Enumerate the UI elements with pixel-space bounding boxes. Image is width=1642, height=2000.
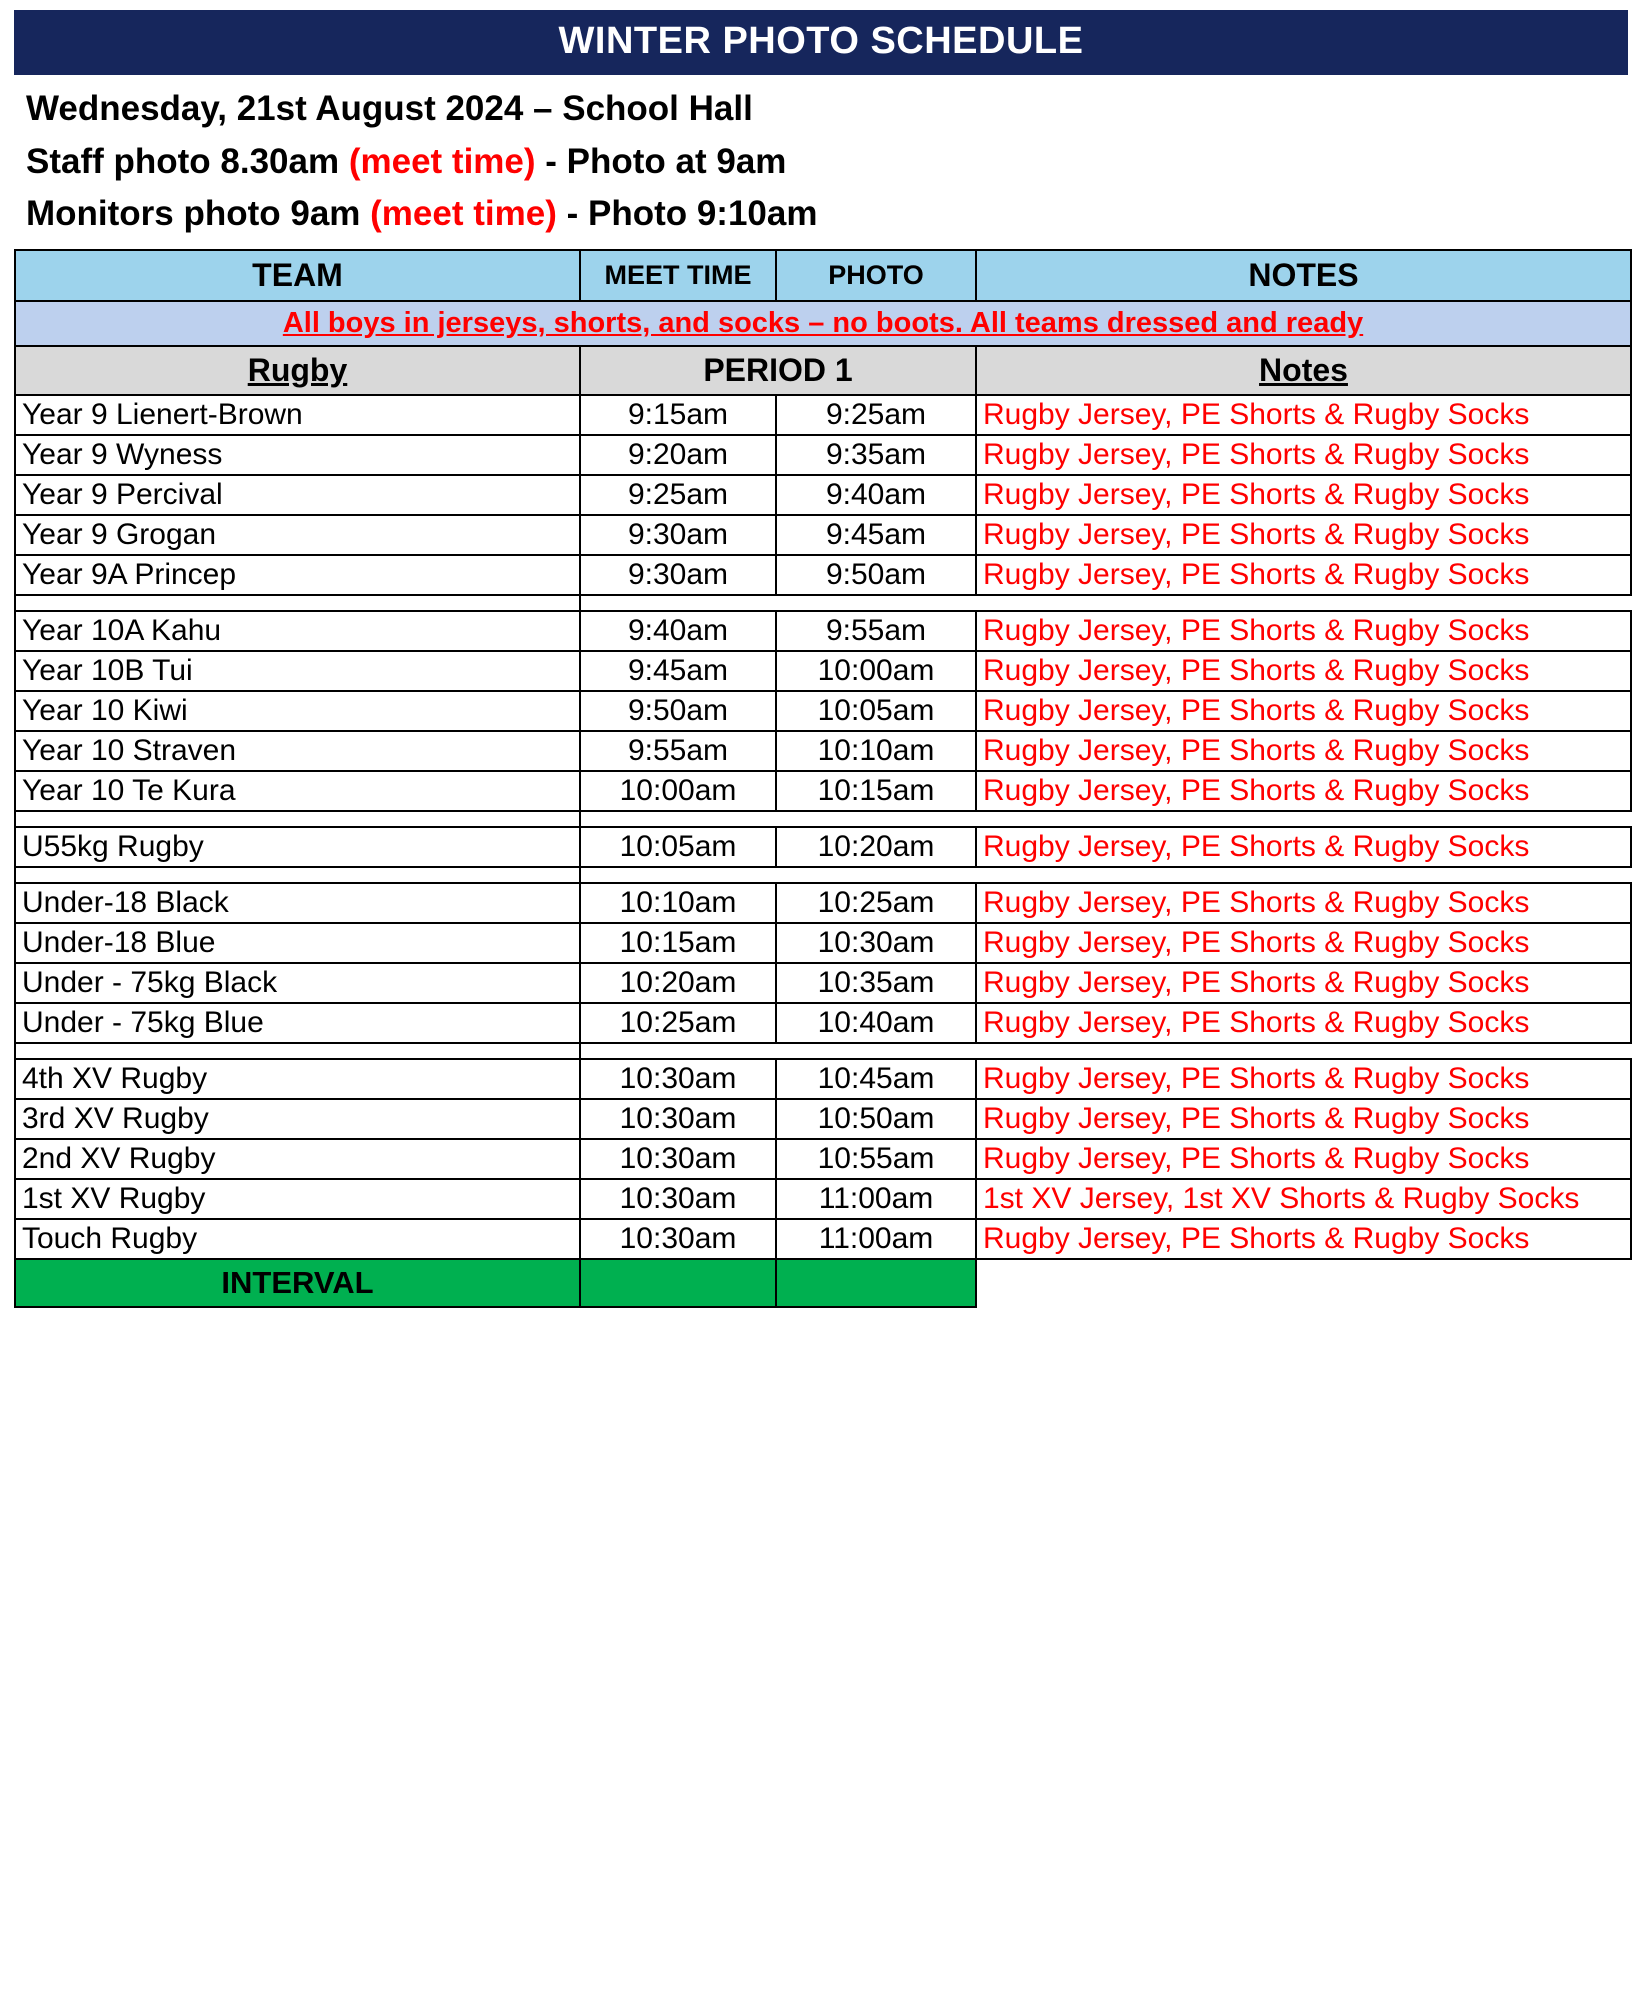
cell-notes: Rugby Jersey, PE Shorts & Rugby Socks — [976, 1003, 1631, 1043]
cell-photo-time: 9:50am — [776, 555, 976, 595]
cell-meet-time: 10:25am — [580, 1003, 776, 1043]
header-line-monitors — [26, 188, 1628, 241]
cell-notes: Rugby Jersey, PE Shorts & Rugby Socks — [976, 435, 1631, 475]
cell-team: Year 10B Tui — [15, 651, 580, 691]
cell-photo-time: 10:55am — [776, 1139, 976, 1179]
staff-photo-time: - Photo at 9am — [535, 141, 787, 181]
interval-photo-cell — [776, 1259, 976, 1307]
cell-photo-time: 11:00am — [776, 1219, 976, 1259]
cell-meet-time: 9:30am — [580, 515, 776, 555]
cell-notes: Rugby Jersey, PE Shorts & Rugby Socks — [976, 1059, 1631, 1099]
table-row — [15, 827, 1631, 867]
section-sport-label: Rugby — [15, 346, 580, 395]
table-row — [15, 651, 1631, 691]
cell-photo-time: 10:25am — [776, 883, 976, 923]
cell-team: Under-18 Blue — [15, 923, 580, 963]
group-spacer-cell — [580, 811, 1631, 827]
cell-meet-time: 9:40am — [580, 611, 776, 651]
cell-notes: Rugby Jersey, PE Shorts & Rugby Socks — [976, 1219, 1631, 1259]
cell-team: 4th XV Rugby — [15, 1059, 580, 1099]
table-row — [15, 1059, 1631, 1099]
group-spacer-cell — [15, 1043, 580, 1059]
cell-notes: Rugby Jersey, PE Shorts & Rugby Socks — [976, 1139, 1631, 1179]
cell-notes: Rugby Jersey, PE Shorts & Rugby Socks — [976, 395, 1631, 435]
staff-meet-time-note: (meet time) — [348, 141, 536, 181]
cell-meet-time: 10:05am — [580, 827, 776, 867]
cell-notes: Rugby Jersey, PE Shorts & Rugby Socks — [976, 1099, 1631, 1139]
table-row — [15, 395, 1631, 435]
cell-team: Year 9 Wyness — [15, 435, 580, 475]
table-row — [15, 923, 1631, 963]
cell-photo-time: 9:35am — [776, 435, 976, 475]
section-period-label: PERIOD 1 — [580, 346, 976, 395]
interval-meet-cell — [580, 1259, 776, 1307]
section-header-row — [15, 346, 1631, 395]
cell-team: Under - 75kg Blue — [15, 1003, 580, 1043]
monitors-photo-time: - Photo 9:10am — [556, 194, 818, 233]
cell-photo-time: 10:10am — [776, 731, 976, 771]
monitors-meet-time-note: (meet time) — [370, 194, 557, 233]
group-spacer-cell — [580, 595, 1631, 611]
group-spacer — [15, 867, 1631, 883]
table-row — [15, 731, 1631, 771]
cell-meet-time: 10:10am — [580, 883, 776, 923]
column-header-notes: NOTES — [976, 250, 1631, 301]
dress-code-banner-text: All boys in jerseys, shorts, and socks – no boots. All teams dressed and ready — [15, 301, 1631, 346]
header-block — [14, 79, 1628, 247]
column-header-meet-time: MEET TIME — [580, 250, 776, 301]
cell-meet-time: 10:30am — [580, 1139, 776, 1179]
cell-team: Year 9A Princep — [15, 555, 580, 595]
cell-notes: Rugby Jersey, PE Shorts & Rugby Socks — [976, 651, 1631, 691]
cell-team: Year 10 Kiwi — [15, 691, 580, 731]
cell-team: 1st XV Rugby — [15, 1179, 580, 1219]
cell-photo-time: 10:45am — [776, 1059, 976, 1099]
group-spacer-cell — [580, 867, 1631, 883]
cell-team: 3rd XV Rugby — [15, 1099, 580, 1139]
table-row — [15, 1003, 1631, 1043]
cell-photo-time: 10:30am — [776, 923, 976, 963]
dress-code-banner-row — [15, 301, 1631, 346]
table-header-row — [15, 250, 1631, 301]
cell-team: Year 9 Percival — [15, 475, 580, 515]
table-row — [15, 435, 1631, 475]
cell-photo-time: 10:40am — [776, 1003, 976, 1043]
column-header-team: TEAM — [15, 250, 580, 301]
table-row — [15, 1179, 1631, 1219]
cell-meet-time: 10:00am — [580, 771, 776, 811]
header-line-staff — [26, 136, 1628, 189]
table-row — [15, 475, 1631, 515]
cell-team: Year 10 Straven — [15, 731, 580, 771]
table-row — [15, 963, 1631, 1003]
group-spacer — [15, 1043, 1631, 1059]
cell-notes: Rugby Jersey, PE Shorts & Rugby Socks — [976, 883, 1631, 923]
section-notes-label: Notes — [976, 346, 1631, 395]
monitors-photo-text: Monitors photo 9am — [26, 194, 371, 233]
cell-meet-time: 10:20am — [580, 963, 776, 1003]
cell-meet-time: 9:45am — [580, 651, 776, 691]
interval-notes-cell — [976, 1259, 1631, 1307]
group-spacer-cell — [15, 867, 580, 883]
cell-notes: Rugby Jersey, PE Shorts & Rugby Socks — [976, 731, 1631, 771]
cell-notes: Rugby Jersey, PE Shorts & Rugby Socks — [976, 691, 1631, 731]
cell-team: Year 10 Te Kura — [15, 771, 580, 811]
group-spacer-cell — [15, 811, 580, 827]
schedule-table — [14, 249, 1632, 1308]
cell-photo-time: 10:20am — [776, 827, 976, 867]
cell-notes: Rugby Jersey, PE Shorts & Rugby Socks — [976, 963, 1631, 1003]
cell-team: Year 9 Lienert-Brown — [15, 395, 580, 435]
interval-label: INTERVAL — [15, 1259, 580, 1307]
cell-meet-time: 9:50am — [580, 691, 776, 731]
table-row — [15, 555, 1631, 595]
header-line-date: Wednesday, 21st August 2024 – School Hall — [26, 89, 753, 128]
cell-notes: Rugby Jersey, PE Shorts & Rugby Socks — [976, 515, 1631, 555]
cell-notes: Rugby Jersey, PE Shorts & Rugby Socks — [976, 475, 1631, 515]
cell-notes: Rugby Jersey, PE Shorts & Rugby Socks — [976, 827, 1631, 867]
table-row — [15, 611, 1631, 651]
cell-team: 2nd XV Rugby — [15, 1139, 580, 1179]
page-title: WINTER PHOTO SCHEDULE — [14, 10, 1628, 75]
table-row — [15, 1219, 1631, 1259]
table-row — [15, 691, 1631, 731]
table-row — [15, 1099, 1631, 1139]
cell-notes: Rugby Jersey, PE Shorts & Rugby Socks — [976, 771, 1631, 811]
cell-team: Touch Rugby — [15, 1219, 580, 1259]
cell-team: Year 10A Kahu — [15, 611, 580, 651]
cell-team: U55kg Rugby — [15, 827, 580, 867]
table-row — [15, 1139, 1631, 1179]
cell-notes: Rugby Jersey, PE Shorts & Rugby Socks — [976, 923, 1631, 963]
cell-meet-time: 9:20am — [580, 435, 776, 475]
cell-team: Year 9 Grogan — [15, 515, 580, 555]
cell-photo-time: 9:40am — [776, 475, 976, 515]
cell-photo-time: 9:45am — [776, 515, 976, 555]
cell-meet-time: 9:30am — [580, 555, 776, 595]
staff-photo-text: Staff photo 8.30am — [26, 141, 349, 181]
cell-photo-time: 9:25am — [776, 395, 976, 435]
cell-photo-time: 10:50am — [776, 1099, 976, 1139]
cell-meet-time: 10:30am — [580, 1179, 776, 1219]
group-spacer-cell — [15, 595, 580, 611]
cell-notes: Rugby Jersey, PE Shorts & Rugby Socks — [976, 611, 1631, 651]
cell-photo-time: 10:05am — [776, 691, 976, 731]
cell-photo-time: 10:35am — [776, 963, 976, 1003]
cell-meet-time: 10:15am — [580, 923, 776, 963]
cell-team: Under-18 Black — [15, 883, 580, 923]
table-row — [15, 883, 1631, 923]
group-spacer — [15, 595, 1631, 611]
cell-notes: Rugby Jersey, PE Shorts & Rugby Socks — [976, 555, 1631, 595]
cell-photo-time: 10:00am — [776, 651, 976, 691]
column-header-photo: PHOTO — [776, 250, 976, 301]
cell-meet-time: 9:25am — [580, 475, 776, 515]
interval-row — [15, 1259, 1631, 1307]
cell-meet-time: 9:55am — [580, 731, 776, 771]
table-row — [15, 515, 1631, 555]
group-spacer — [15, 811, 1631, 827]
cell-photo-time: 9:55am — [776, 611, 976, 651]
group-spacer-cell — [580, 1043, 1631, 1059]
table-row — [15, 771, 1631, 811]
cell-photo-time: 10:15am — [776, 771, 976, 811]
cell-photo-time: 11:00am — [776, 1179, 976, 1219]
cell-meet-time: 10:30am — [580, 1059, 776, 1099]
cell-notes: 1st XV Jersey, 1st XV Shorts & Rugby Socks — [976, 1179, 1631, 1219]
cell-meet-time: 10:30am — [580, 1219, 776, 1259]
cell-team: Under - 75kg Black — [15, 963, 580, 1003]
cell-meet-time: 10:30am — [580, 1099, 776, 1139]
cell-meet-time: 9:15am — [580, 395, 776, 435]
